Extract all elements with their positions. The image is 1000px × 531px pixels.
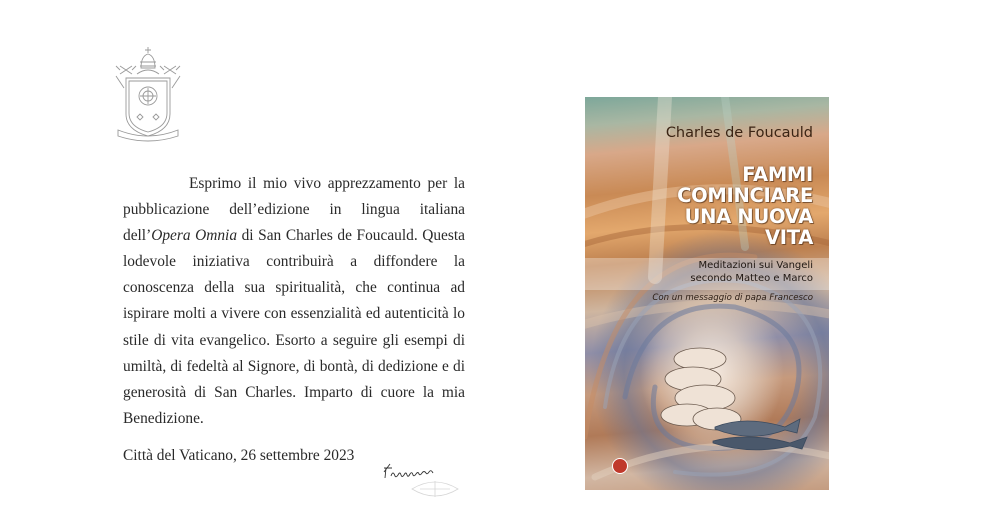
papal-letter	[123, 171, 465, 469]
cover-title-line: UNA NUOVA	[684, 205, 813, 228]
cover-subtitle-line: Meditazioni sui Vangeli	[698, 260, 813, 271]
cover-title	[593, 164, 813, 248]
papal-coat-of-arms-icon	[110, 44, 186, 144]
cover-subtitle	[613, 259, 813, 285]
book-cover	[585, 97, 829, 490]
cover-title-line: VITA	[764, 226, 813, 249]
cover-title-line: FAMMI	[742, 163, 813, 186]
letter-text-part-2: di San Charles de Foucauld. Questa lodevole iniziativa contribuirà a diffondere la conoscenza della sua spiritualità, che continua ad ispirare molti a vivere con essenzialità ed autenticità lo stile di vita evangelico. Esorto a seguire gli esempi di umiltà, di fedeltà al Signore, di bontà, di dedizione e di generosità di San Charles. Imparto di cuore la mia Benedizione.	[123, 227, 465, 427]
letter-text-part-1: Esprimo il mio vivo apprezzamento per la pubblicazione dell’edizione in lingua italiana dell’	[123, 175, 465, 245]
cover-author: Charles de Foucauld	[665, 125, 813, 141]
seal-emblem-icon	[406, 477, 464, 501]
letter-body	[123, 171, 465, 432]
letter-italic-title: Opera Omnia	[151, 227, 238, 245]
cover-title-line: COMINCIARE	[677, 184, 813, 207]
letter-dateline: Città del Vaticano, 26 settembre 2023	[123, 446, 355, 464]
publisher-logo-icon	[612, 458, 628, 474]
cover-message: Con un messaggio di papa Francesco	[652, 293, 813, 303]
cover-subtitle-line: secondo Matteo e Marco	[690, 273, 813, 284]
